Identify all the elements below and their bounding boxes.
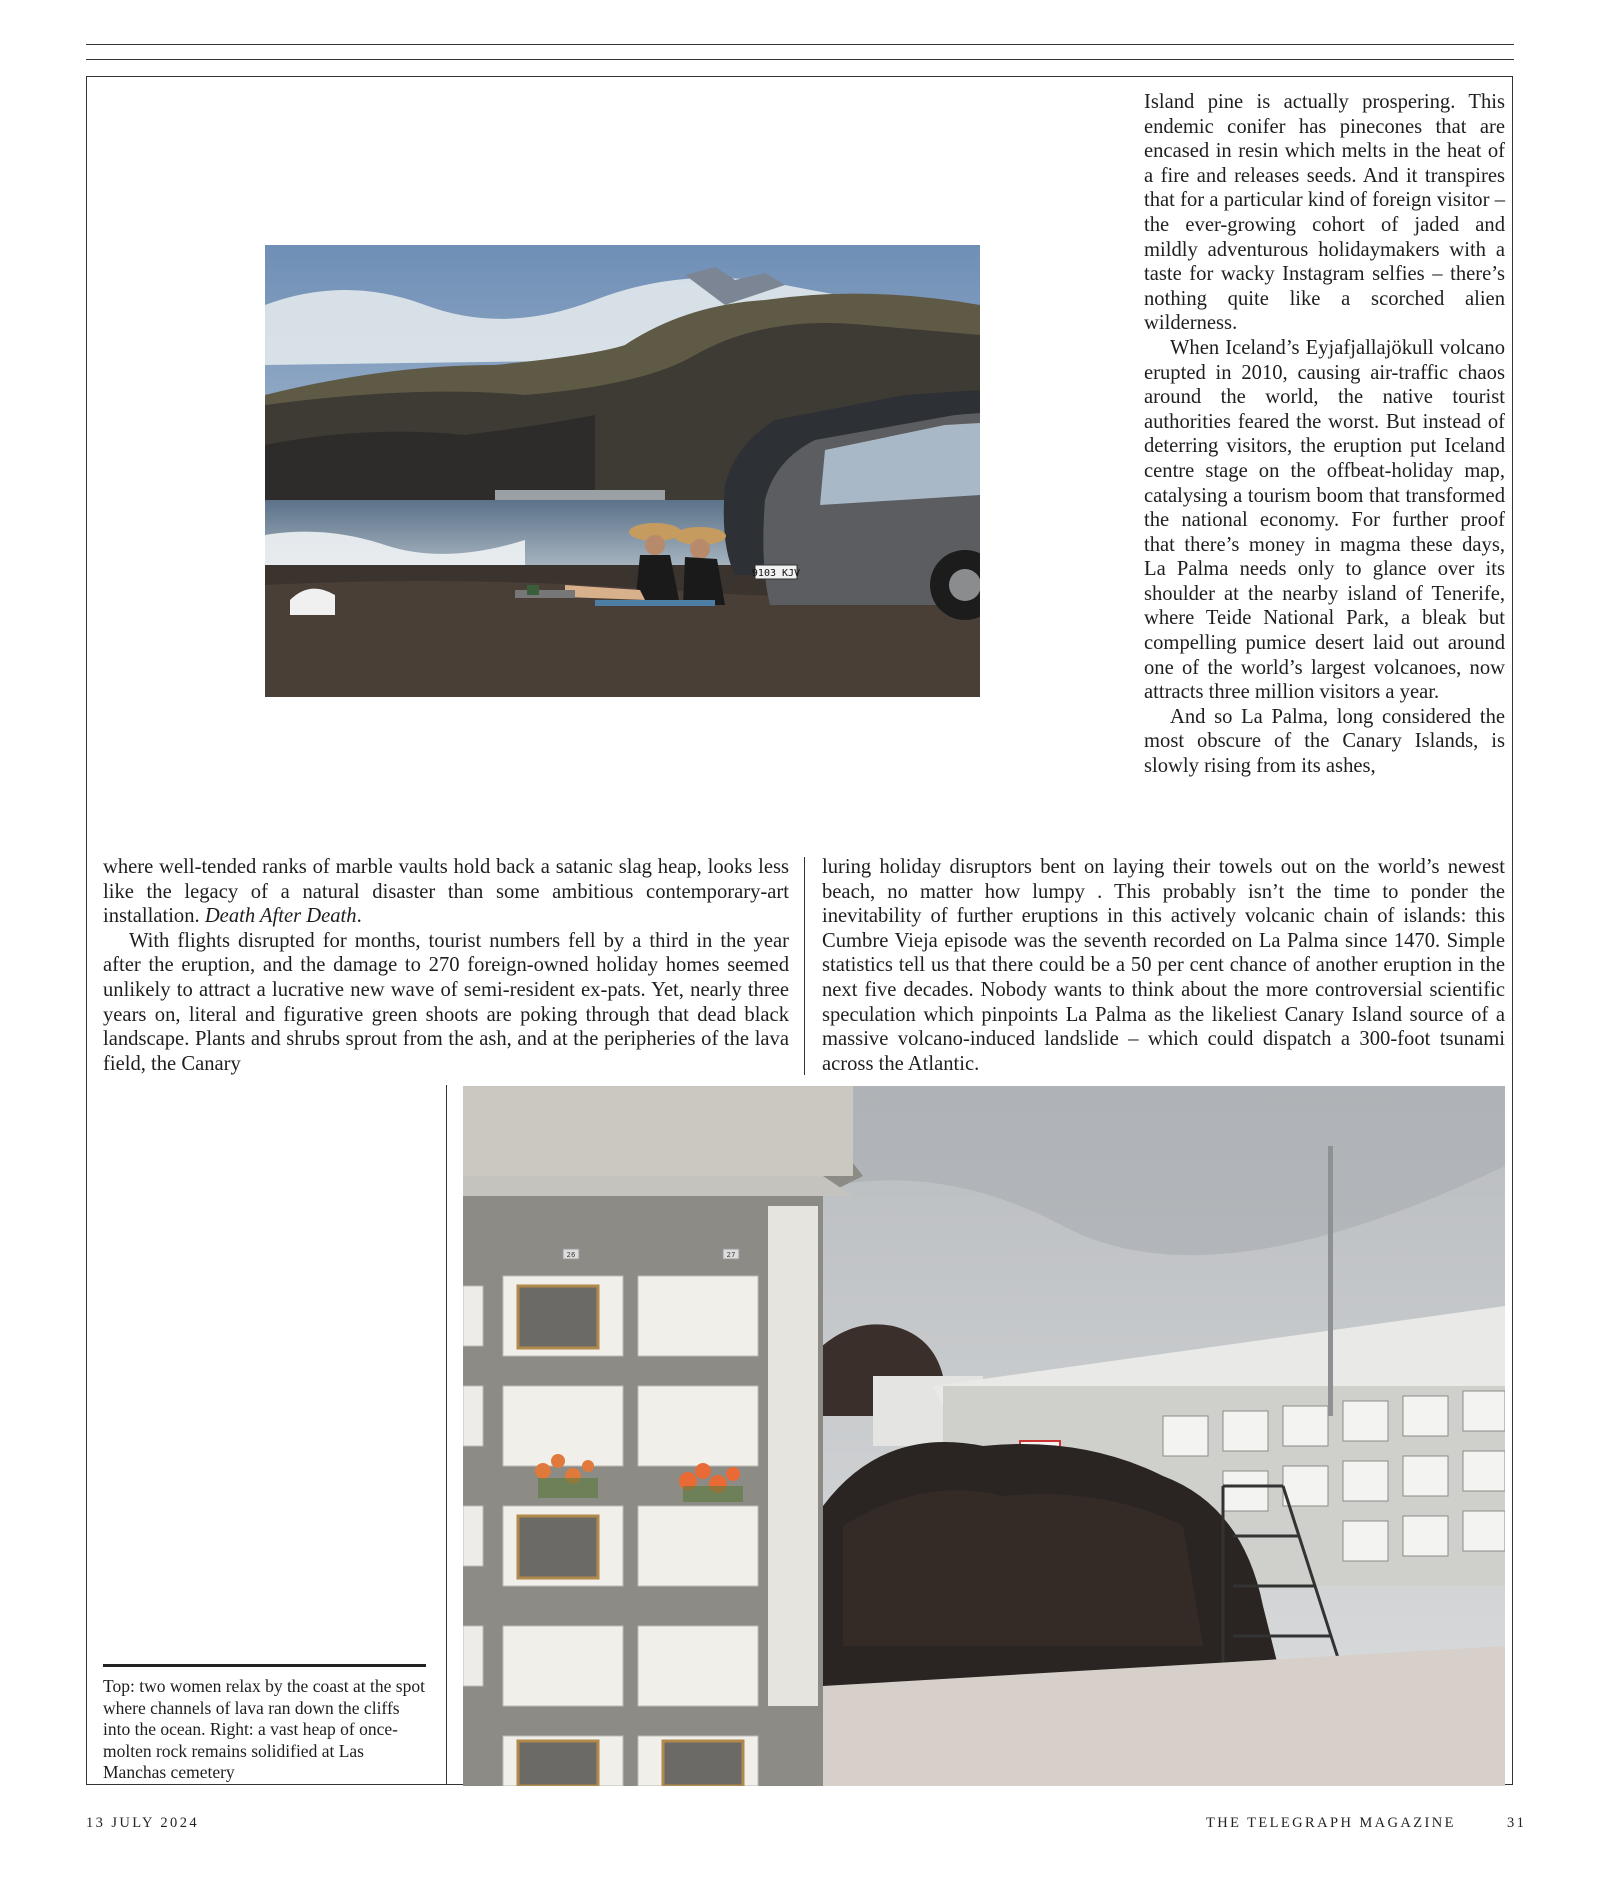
footer-date: 13 JULY 2024 (86, 1815, 200, 1831)
paragraph: luring holiday disruptors bent on laying their towels out on the world’s newest beach, no matter how lumpy . This probably isn’t the time to ponder the inevitability of further eruptions in this actively volcanic chain of islands: this Cumbre Vieja episode was the seventh recorded on La Palma since 1470. Simple statistics tell us that there could be a 50 per cent chance of another eruption in the next five decades. Nobody wants to think about the more controversial scientific speculation which pinpoints La Palma as the likeliest Canary Island source of a massive volcano-induced landslide – which could dispatch a 300-foot tsunami across the Atlantic. (822, 856, 1505, 1075)
paragraph: Island pine is actually prospering. This endemic conifer has pinecones that are encased in resin which melts in the heat of a fire and releases seeds. And it transpires that for a particular kind of foreign visitor – the ever-growing cohort of jaded and mildly adventurous holidaymakers with a taste for wacky Instagram selfies – there’s nothing quite like a scorched alien wilderness. (1144, 91, 1505, 335)
paragraph: With flights disrupted for months, tourist numbers fell by a third in the year after the eruption, and the damage to 270 foreign-owned holiday homes seemed unlikely to attract a lucrative new wave of semi-resident ex-pats. Yet, nearly three years on, literal and figurative green shoots are poking through that dead black landscape. Plants and shrubs sprout from the ash, and at the peripheries of the lava field, the Canary (103, 929, 789, 1075)
paragraph-end: . (356, 905, 362, 928)
paragraph (103, 855, 789, 929)
header-rule-bottom (86, 59, 1514, 60)
paragraph: And so La Palma, long considered the most obscure of the Canary Islands, is slowly rising from its ashes, (1144, 705, 1505, 778)
header-rule-top (86, 44, 1514, 45)
caption-rule (103, 1664, 426, 1667)
footer-page-number: 31 (1507, 1815, 1527, 1831)
footer-publication: THE TELEGRAPH MAGAZINE (1206, 1815, 1456, 1831)
photo-divider (446, 1085, 447, 1785)
column-divider (804, 857, 805, 1075)
photo-cemetery-lava (463, 1086, 1505, 1786)
photo-caption: Top: two women relax by the coast at the spot where channels of lava ran down the cliffs into the ocean. Right: a vast heap of once-molten rock remains solidified at Las Manchas cemetery (103, 1676, 425, 1782)
niche-number: 26 (566, 1251, 576, 1259)
article-column-right (1144, 90, 1505, 779)
niche-number: 27 (726, 1251, 736, 1259)
article-column-left (103, 855, 789, 1076)
artwork-title: Death After Death (204, 905, 357, 928)
paragraph: When Iceland’s Eyjafjallajökull volcano erupted in 2010, causing air-traffic chaos around the world, the native tourist authorities feared the worst. But instead of deterring visitors, the eruption put Iceland centre stage on the offbeat-holiday map, catalysing a tourism boom that transformed the national economy. For further proof that there’s money in magma these days, La Palma needs only to glance over its shoulder at the nearby island of Tenerife, where Teide National Park, a bleak but compelling pumice desert laid out around one of the world’s largest volcanoes, now attracts three million visitors a year. (1144, 336, 1505, 704)
license-plate: 9103 KJV (751, 568, 801, 579)
paragraph-text: where well-tended ranks of marble vaults hold back a satanic slag heap, looks less like the legacy of a natural disaster than some ambitious contemporary-art installation. (103, 856, 789, 928)
article-column-middle (822, 855, 1505, 1076)
photo-coast-women (265, 245, 980, 697)
